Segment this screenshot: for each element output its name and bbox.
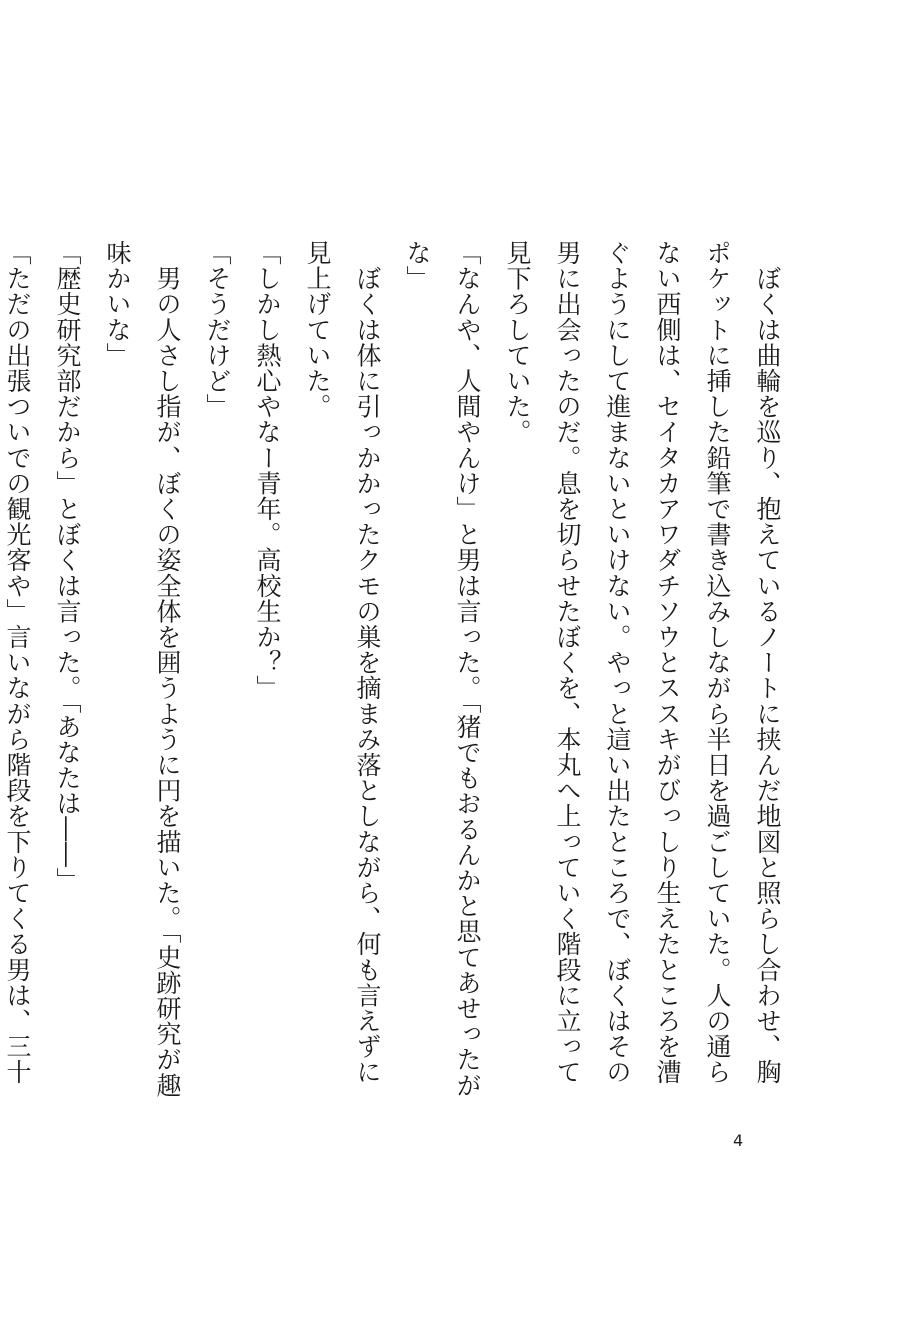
paragraph: 「そうだけど」 bbox=[203, 240, 232, 420]
paragraph: ぼくは曲輪を巡り、抱えているノートに挟んだ地図と照らし合わせ、胸ポケットに挿した鉛筆で書き込みしながら半日を過ごしていた。人の通らない西側は、セイタカアワダチソウとススキがびっしり生えたところを漕ぐようにして進まないといけない。やっと這い出たところで、ぼくはその男に出会ったのだ。息を切らせたぼくを、本丸へ上っていく階段に立って見下ろしていた。 bbox=[503, 240, 782, 1085]
body-text bbox=[3, 240, 792, 1100]
paragraph: 「なんや、人間やんけ」と男は言った。「猪でもおるんかと思てあせったがな」 bbox=[403, 240, 482, 1098]
page-number: 4 bbox=[733, 1131, 744, 1150]
paragraph: 「しかし熱心やなー青年。高校生か？」 bbox=[253, 240, 282, 701]
paragraph: ぼくは体に引っかかったクモの巣を摘まみ落としながら、何も言えずに見上げていた。 bbox=[303, 240, 382, 1085]
paragraph: 男の人さし指が、ぼくの姿全体を囲うように円を描いた。「史跡研究が趣味かいな」 bbox=[103, 240, 182, 1098]
paragraph: 「歴史研究部だから」とぼくは言った。「あなたは――」 bbox=[53, 240, 82, 894]
paragraph: 「ただの出張ついでの観光客や」言いながら階段を下りてくる男は、三十 bbox=[3, 240, 32, 1085]
